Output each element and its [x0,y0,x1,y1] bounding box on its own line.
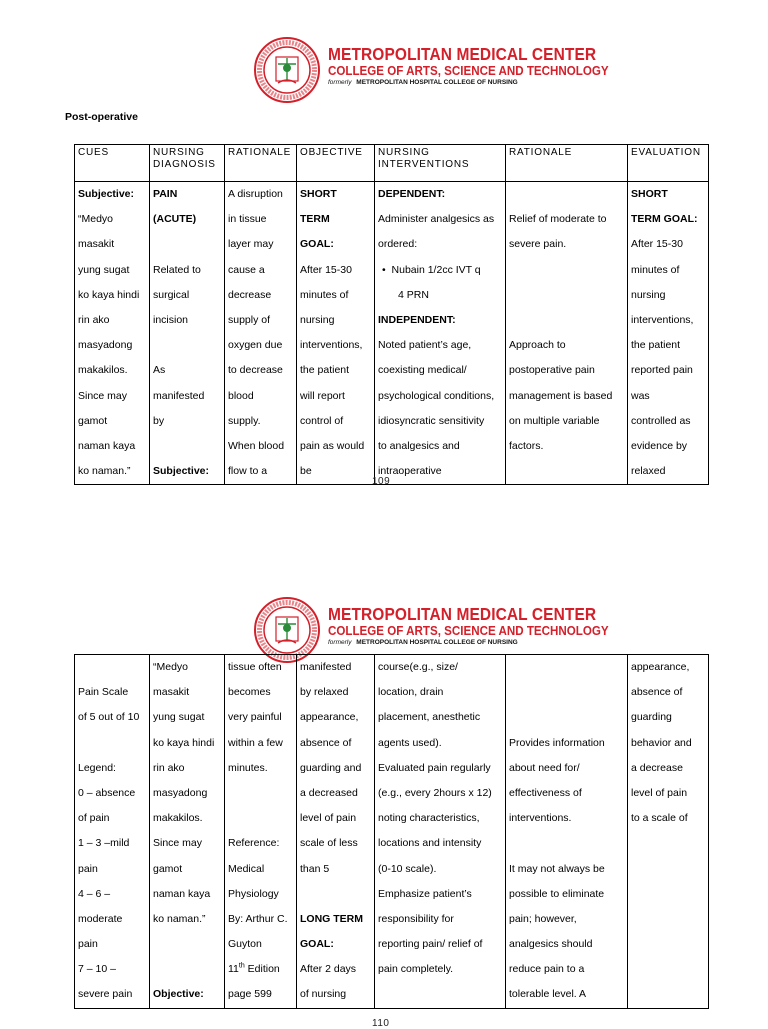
header-nursing-interventions: NURSING INTERVENTIONS [375,145,506,182]
intervention-line: placement, anesthetic [378,711,481,724]
objective-line: appearance, [300,711,359,724]
diagnosis-line: naman kaya [153,887,211,900]
rationale-2-line [509,283,624,308]
objective-line: than 5 [300,862,330,875]
intervention-line: coexisting medical/ [378,364,467,377]
rationale-2-line: about need for/ [509,761,580,774]
evaluation-line: level of pain [631,786,688,799]
header-cues: CUES [75,145,150,182]
evaluation-line: was [631,389,650,402]
cue-line: severe pain [78,988,133,1001]
objective-line: a decreased [300,786,358,799]
edition-number: 11 [228,963,239,976]
objective-line: GOAL: [300,238,334,251]
cue-line: 1 – 3 –mild [78,837,130,850]
header-evaluation: EVALUATION [628,145,709,182]
cue-line: Legend: [78,761,116,774]
college-seal-icon [254,37,320,103]
objective-line: scale of less [300,837,358,850]
cues-cell [75,182,150,485]
objective-line: guarding and [300,761,362,774]
rationale-2-line: management is based [509,389,613,402]
medication-order: Nubain 1/2cc IVT q [391,263,481,276]
evaluation-line [631,831,705,856]
rationale-line [228,781,293,806]
objective-line: level of pain [300,812,357,825]
cue-line: 7 – 10 – [78,963,116,976]
rationale-line: in tissue [228,213,267,226]
evaluation-line: absence of [631,686,683,699]
evaluation-line [631,857,705,882]
objective-line: After 2 days [300,963,357,976]
intervention-bullet-line [378,258,502,283]
intervention-line: Evaluated pain regularly [378,761,491,774]
header-rationale: RATIONALE [225,145,297,182]
cue-line: gamot [78,414,108,427]
objective-cell [297,182,375,485]
diagnosis-line: gamot [153,862,183,875]
rationale-2-line [509,182,624,207]
former-label: formerly [328,79,352,86]
rationale-2-line: effectiveness of [509,786,582,799]
diagnosis-line: incision [153,313,189,326]
cue-line [78,655,146,680]
rationale-2-line: on multiple variable [509,414,600,427]
objective-line: nursing [300,313,335,326]
diagnosis-line: Objective: [153,988,204,1001]
rationale-line: layer may [228,238,274,251]
rationale-line: cause a [228,263,265,276]
edition-line [228,957,293,982]
objective-line: LONG TERM [300,912,363,925]
rationale-2-cell [506,655,628,1009]
diagnosis-line: by [153,414,165,427]
evaluation-line [631,982,705,1007]
rationale-2-line: postoperative pain [509,364,595,377]
objective-line: pain as would [300,439,365,452]
rationale-line: Reference: [228,837,280,850]
rationale-line: decrease [228,288,272,301]
diagnosis-line: Related to [153,263,201,276]
cue-line: of pain [78,812,110,825]
diagnosis-line [153,434,221,459]
evaluation-line: relaxed [631,465,666,478]
care-plan-table-page1 [74,144,709,485]
diagnosis-line: (ACUTE) [153,213,197,226]
rationale-line: supply. [228,414,261,427]
rationale-2-line: Approach to [509,339,566,352]
rationale-line [228,806,293,831]
intervention-line: agents used). [378,736,442,749]
rationale-line: page 599 [228,988,272,1001]
objective-line: absence of [300,736,352,749]
rationale-cell [225,182,297,485]
diagnosis-line: makakilos. [153,812,203,825]
diagnosis-line [153,232,221,257]
evaluation-line: TERM GOAL: [631,213,698,226]
objective-line: control of [300,414,344,427]
objective-line: minutes of [300,288,349,301]
cue-line: Subjective: [78,188,135,200]
cue-line: rin ako [78,313,110,326]
cues-cell [75,655,150,1009]
evaluation-line: to a scale of [631,812,688,825]
header-objective: OBJECTIVE [297,145,375,182]
former-name: METROPOLITAN HOSPITAL COLLEGE OF NURSING [356,79,518,86]
rationale-2-line [509,258,624,283]
intervention-line: reporting pain/ relief of [378,938,483,951]
rationale-2-line [509,308,624,333]
rationale-line: supply of [228,313,271,326]
rationale-line: becomes [228,686,271,699]
edition-suffix: th [238,962,245,970]
brand-subtitle: COLLEGE OF ARTS, SCIENCE AND TECHNOLOGY [328,624,609,639]
intervention-line: psychological conditions, [378,389,495,402]
cue-line: yung sugat [78,263,130,276]
rationale-2-line: It may not always be [509,862,605,875]
cue-line: of 5 out of 10 [78,711,140,724]
rationale-cell [225,655,297,1009]
rationale-2-line: severe pain. [509,238,567,251]
objective-line: TERM [300,213,330,226]
objective-line: manifested [300,661,352,673]
intervention-line: (e.g., every 2hours x 12) [378,786,492,799]
former-label: formerly [328,639,352,646]
intervention-line: location, drain [378,686,444,699]
header-rationale-2: RATIONALE [506,145,628,182]
cue-line: ko naman.” [78,465,131,478]
evaluation-line: minutes of [631,263,680,276]
diagnosis-line: ko naman.” [153,912,206,925]
cue-line: pain [78,938,98,951]
cue-line: naman kaya [78,439,136,452]
rationale-2-line: Provides information [509,736,605,749]
intervention-line: INDEPENDENT: [378,313,456,326]
evaluation-line: nursing [631,288,666,301]
objective-line: After 15-30 [300,263,352,276]
diagnosis-line [153,957,221,982]
objective-line: by relaxed [300,686,349,699]
diagnosis-line: As [153,364,166,377]
rationale-2-line [509,705,624,730]
interventions-cell [375,655,506,1009]
intervention-line: responsibility for [378,912,454,925]
evaluation-line: a decrease [631,761,683,774]
brand-title: METROPOLITAN MEDICAL CENTER [328,604,597,625]
rationale-line: tissue often [228,661,282,673]
rationale-line: oxygen due [228,339,283,352]
evaluation-line: controlled as [631,414,691,427]
rationale-line: When blood [228,439,285,452]
diagnosis-line [153,333,221,358]
interventions-cell [375,182,506,485]
rationale-line: Guyton [228,938,262,951]
intervention-line: ordered: [378,238,418,251]
objective-line: interventions, [300,339,363,352]
cue-line: makakilos. [78,364,128,377]
page-number: 110 [372,1018,390,1029]
edition-word: Edition [244,963,280,976]
intervention-line: intraoperative [378,465,442,478]
evaluation-line: guarding [631,711,672,724]
evaluation-line [631,907,705,932]
objective-line: of nursing [300,988,347,1001]
intervention-line: Noted patient’s age, [378,339,472,352]
page-109 [0,0,768,500]
intervention-line: Administer analgesics as [378,213,495,226]
diagnosis-line: rin ako [153,761,185,774]
diagnosis-cell [150,655,225,1009]
brand-title: METROPOLITAN MEDICAL CENTER [328,44,597,65]
cue-line: 0 – absence [78,786,136,799]
cue-line: Pain Scale [78,686,129,699]
evaluation-line [631,932,705,957]
objective-line: GOAL: [300,938,334,951]
cue-line: ko kaya hindi [78,288,140,301]
objective-line: will report [300,389,345,402]
evaluation-line [631,882,705,907]
page-number: 109 [372,476,391,487]
diagnosis-line: ko kaya hindi [153,736,215,749]
evaluation-cell [628,182,709,485]
diagnosis-cell [150,182,225,485]
rationale-line: Medical [228,862,265,875]
former-name: METROPOLITAN HOSPITAL COLLEGE OF NURSING [356,639,518,646]
intervention-line: pain completely. [378,963,454,976]
rationale-2-cell [506,182,628,485]
evaluation-line: reported pain [631,364,693,377]
institution-header [254,37,609,103]
evaluation-line: behavior and [631,736,692,749]
cue-line: “Medyo [78,213,114,226]
objective-line: the patient [300,364,350,377]
cue-line: masyadong [78,339,133,352]
rationale-line: flow to a [228,465,268,478]
header-nursing-diagnosis: NURSING DIAGNOSIS [150,145,225,182]
rationale-line: minutes. [228,761,268,774]
cue-line: pain [78,862,98,875]
rationale-2-line: pain; however, [509,912,577,925]
brand-subtitle: COLLEGE OF ARTS, SCIENCE AND TECHNOLOGY [328,64,609,79]
intervention-line: to analgesics and [378,439,460,452]
intervention-line: course(e.g., size/ [378,661,458,673]
objective-line: be [300,465,312,478]
evaluation-line [631,957,705,982]
evaluation-line: SHORT [631,188,668,200]
rationale-2-line [509,655,624,680]
rationale-line: blood [228,389,254,402]
rationale-line: Physiology [228,887,279,900]
rationale-2-line: reduce pain to a [509,963,585,976]
rationale-2-line [509,459,624,484]
diagnosis-line: masakit [153,686,190,699]
diagnosis-line [153,932,221,957]
diagnosis-line: PAIN [153,188,178,200]
intervention-line: locations and intensity [378,837,482,850]
rationale-2-line: analgesics should [509,938,593,951]
diagnosis-line: Since may [153,837,203,850]
rationale-2-line: tolerable level. A [509,988,587,1001]
objective-line [300,882,371,907]
page-110 [0,500,768,1029]
evaluation-line: interventions, [631,313,694,326]
rationale-2-line: interventions. [509,812,572,825]
intervention-line: 4 PRN [398,288,429,301]
rationale-line: to decrease [228,364,283,377]
intervention-line: DEPENDENT: [378,188,446,200]
diagnosis-line: manifested [153,389,205,402]
cue-line: 4 – 6 – [78,887,111,900]
brand-former-name [328,639,609,646]
rationale-2-line: possible to eliminate [509,887,605,900]
rationale-2-line [509,680,624,705]
rationale-line: very painful [228,711,282,724]
intervention-line: (0-10 scale). [378,862,437,875]
brand-block [328,606,609,646]
rationale-line: By: Arthur C. [228,912,288,925]
table-row [75,182,709,485]
bullet-icon: • [382,263,386,276]
evaluation-line: evidence by [631,439,688,452]
intervention-line [378,982,502,1007]
cue-line [78,731,146,756]
diagnosis-line: Subjective: [153,465,210,478]
evaluation-line: After 15-30 [631,238,683,251]
table-header-row [75,145,709,182]
rationale-line: A disruption [228,188,283,200]
rationale-2-line: factors. [509,439,544,452]
brand-block [328,46,609,86]
brand-former-name [328,79,609,86]
rationale-line: within a few [228,736,283,749]
diagnosis-line: surgical [153,288,190,301]
rationale-2-line: Relief of moderate to [509,213,607,226]
table-row [75,655,709,1009]
intervention-line: Emphasize patient’s [378,887,472,900]
objective-cell [297,655,375,1009]
care-plan-table-page2 [74,654,709,1009]
diagnosis-line: masyadong [153,786,208,799]
objective-line: SHORT [300,188,337,200]
intervention-line: noting characteristics, [378,812,480,825]
cue-line: moderate [78,912,123,925]
section-title: Post-operative [65,111,138,123]
diagnosis-line: “Medyo [153,661,189,673]
evaluation-cell [628,655,709,1009]
rationale-2-line [509,831,624,856]
evaluation-line: appearance, [631,661,690,673]
intervention-line: idiosyncratic sensitivity [378,414,485,427]
diagnosis-line: yung sugat [153,711,205,724]
evaluation-line: the patient [631,339,681,352]
cue-line: Since may [78,389,128,402]
cue-line: masakit [78,238,115,251]
